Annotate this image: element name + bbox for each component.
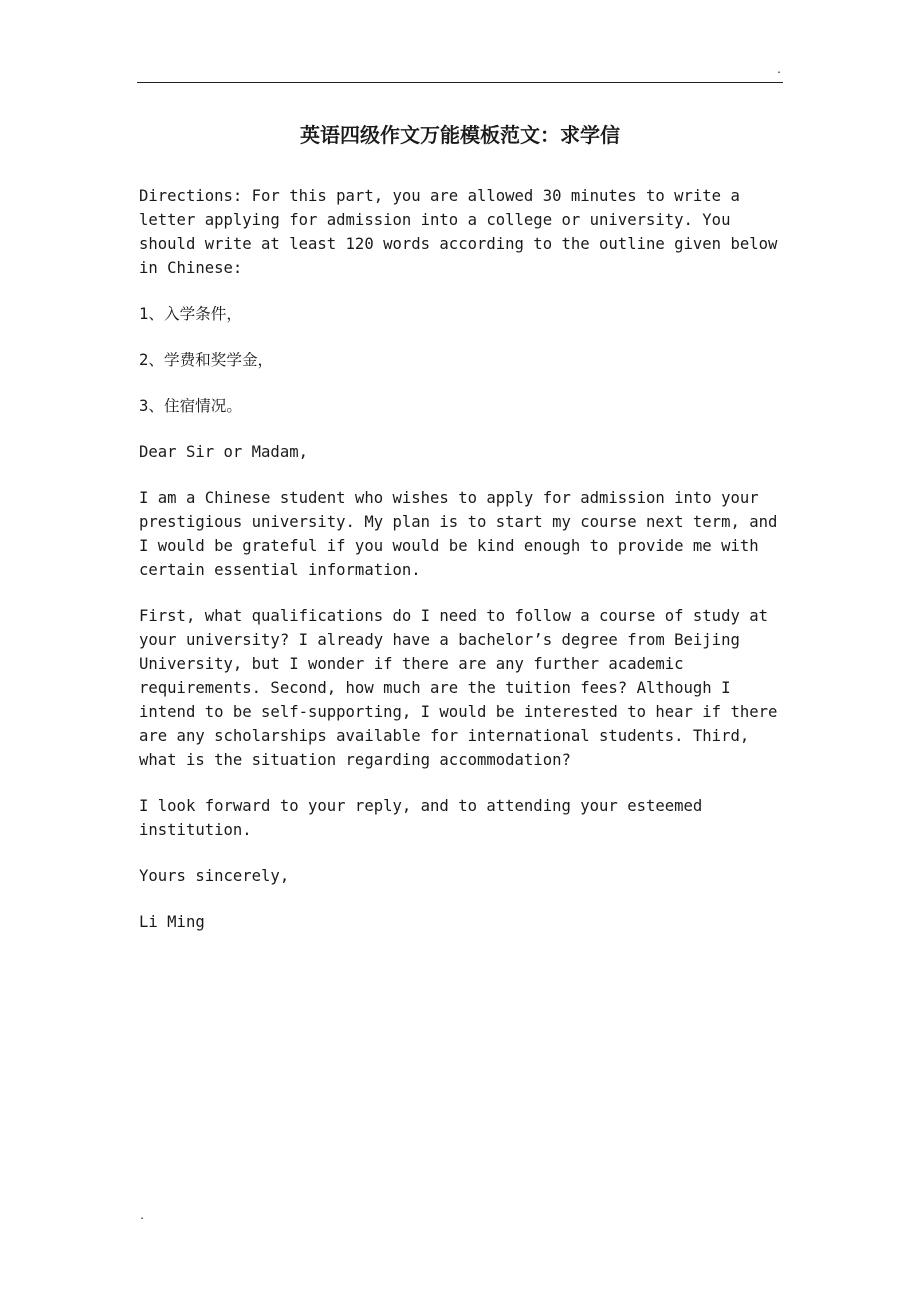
outline-item-2: 2、学费和奖学金， (139, 351, 274, 369)
letter-intro-paragraph: I am a Chinese student who wishes to apply for admission into your prestigious university. My plan is to start my course next term, and I would be grateful if you would be kind enough to provide me with certain essential information. (139, 489, 778, 579)
directions-paragraph: Directions: For this part, you are allowed 30 minutes to write a letter applying for admission into a college or university. You should write at least 120 words according to the outline given below in Chinese: (139, 187, 778, 277)
letter-body-paragraph: First, what qualifications do I need to follow a course of study at your university? I already have a bachelor’s degree from Beijing University, but I wonder if there are any further academic requirements. Second, how much are the tuition fees? Although I intend to be self-supporting, I would be interested to hear if there are any scholarships available for international students. Third, what is the situation regarding accommodation? (139, 607, 778, 769)
letter-signoff: Yours sincerely, (139, 867, 290, 885)
footer-mark: . (139, 1211, 146, 1222)
outline-item-3: 3、住宿情况。 (139, 397, 242, 415)
document-title: 英语四级作文万能模板范文：求学信 (300, 123, 620, 147)
header-rule (137, 82, 783, 83)
outline-item-1: 1、入学条件， (139, 305, 242, 323)
document-body (139, 184, 789, 956)
header-mark: . (776, 65, 783, 76)
letter-signature: Li Ming (139, 913, 205, 931)
letter-salutation: Dear Sir or Madam, (139, 443, 308, 461)
letter-closing-paragraph: I look forward to your reply, and to attending your esteemed institution. (139, 797, 703, 839)
